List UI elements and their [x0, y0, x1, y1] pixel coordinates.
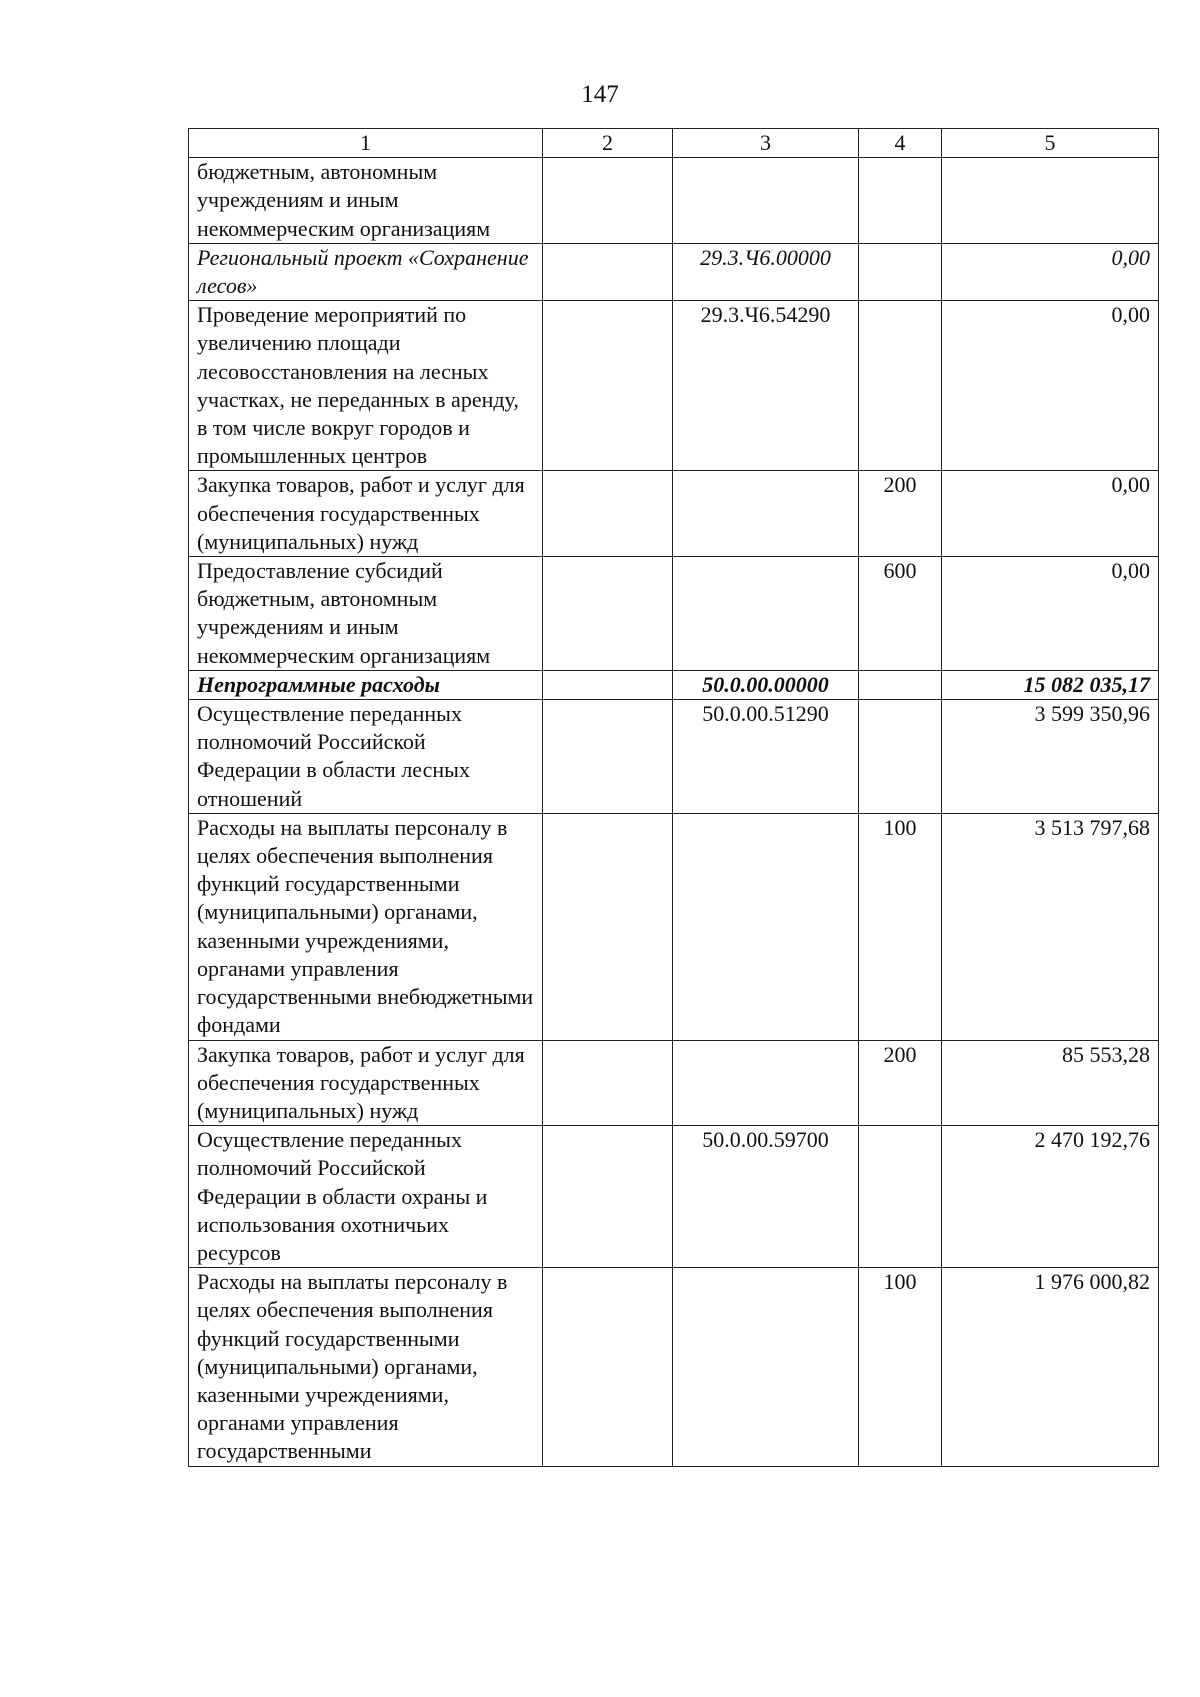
row-col2-cell — [543, 700, 673, 814]
budget-table — [188, 128, 1159, 1467]
row-code-cell: 29.3.Ч6.00000 — [673, 243, 859, 300]
table-header — [189, 129, 1159, 158]
row-name-cell: Проведение мероприятий по увеличению площади лесовосстановления на лесных участках, не переданных в аренду, в том числе вокруг городов и промышленных центров — [189, 301, 543, 471]
row-name-cell: Непрограммные расходы — [189, 670, 543, 699]
row-code-cell — [673, 1268, 859, 1466]
row-col2-cell — [543, 301, 673, 471]
header-row — [189, 129, 1159, 158]
header-col-3: 3 — [673, 129, 859, 158]
row-code-cell: 50.0.00.00000 — [673, 670, 859, 699]
row-col2-cell — [543, 158, 673, 244]
row-code-cell — [673, 813, 859, 1040]
row-sum-cell: 0,00 — [942, 301, 1159, 471]
row-code-cell — [673, 557, 859, 671]
row-kind-cell — [859, 158, 942, 244]
row-code-cell — [673, 1040, 859, 1126]
row-name-cell: Региональный проект «Сохранение лесов» — [189, 243, 543, 300]
row-col2-cell — [543, 1040, 673, 1126]
row-code-cell: 29.3.Ч6.54290 — [673, 301, 859, 471]
row-col2-cell — [543, 1268, 673, 1466]
table-row — [189, 813, 1159, 1040]
table-row — [189, 301, 1159, 471]
row-kind-cell — [859, 243, 942, 300]
table-row — [189, 158, 1159, 244]
row-kind-cell: 100 — [859, 813, 942, 1040]
row-col2-cell — [543, 243, 673, 300]
row-code-cell — [673, 471, 859, 557]
row-name-cell: Осуществление переданных полномочий Российской Федерации в области охраны и использования охотничьих ресурсов — [189, 1126, 543, 1268]
row-code-cell — [673, 158, 859, 244]
header-col-5: 5 — [942, 129, 1159, 158]
row-kind-cell — [859, 1126, 942, 1268]
header-col-1: 1 — [189, 129, 543, 158]
row-kind-cell: 200 — [859, 471, 942, 557]
row-kind-cell: 100 — [859, 1268, 942, 1466]
row-code-cell: 50.0.00.59700 — [673, 1126, 859, 1268]
header-col-2: 2 — [543, 129, 673, 158]
row-col2-cell — [543, 813, 673, 1040]
row-sum-cell: 0,00 — [942, 243, 1159, 300]
table-row — [189, 700, 1159, 814]
table-row — [189, 243, 1159, 300]
row-sum-cell: 2 470 192,76 — [942, 1126, 1159, 1268]
table-row — [189, 557, 1159, 671]
row-name-cell: Расходы на выплаты персоналу в целях обеспечения выполнения функций государственными (муниципальными) органами, казенными учреждениями, органами управления государственными внебюджетными фондами — [189, 813, 543, 1040]
row-sum-cell: 3 513 797,68 — [942, 813, 1159, 1040]
row-name-cell: Закупка товаров, работ и услуг для обеспечения государственных (муниципальных) нужд — [189, 1040, 543, 1126]
table-row — [189, 471, 1159, 557]
row-sum-cell: 85 553,28 — [942, 1040, 1159, 1126]
row-name-cell: Осуществление переданных полномочий Российской Федерации в области лесных отношений — [189, 700, 543, 814]
row-name-cell: бюджетным, автономным учреждениям и иным некоммерческим организациям — [189, 158, 543, 244]
row-col2-cell — [543, 670, 673, 699]
table-row — [189, 670, 1159, 699]
row-kind-cell — [859, 700, 942, 814]
table-body — [189, 158, 1159, 1466]
row-kind-cell — [859, 301, 942, 471]
row-sum-cell — [942, 158, 1159, 244]
row-code-cell: 50.0.00.51290 — [673, 700, 859, 814]
row-sum-cell: 0,00 — [942, 557, 1159, 671]
row-name-cell: Расходы на выплаты персоналу в целях обеспечения выполнения функций государственными (муниципальными) органами, казенными учреждениями, органами управления государственными — [189, 1268, 543, 1466]
row-col2-cell — [543, 471, 673, 557]
row-name-cell: Предоставление субсидий бюджетным, автономным учреждениям и иным некоммерческим организациям — [189, 557, 543, 671]
row-name-cell: Закупка товаров, работ и услуг для обеспечения государственных (муниципальных) нужд — [189, 471, 543, 557]
row-kind-cell — [859, 670, 942, 699]
header-col-4: 4 — [859, 129, 942, 158]
row-sum-cell: 15 082 035,17 — [942, 670, 1159, 699]
row-sum-cell: 0,00 — [942, 471, 1159, 557]
page-number: 147 — [581, 81, 619, 108]
table-row — [189, 1268, 1159, 1466]
row-kind-cell: 200 — [859, 1040, 942, 1126]
row-sum-cell: 3 599 350,96 — [942, 700, 1159, 814]
table-row — [189, 1040, 1159, 1126]
row-kind-cell: 600 — [859, 557, 942, 671]
table-row — [189, 1126, 1159, 1268]
row-col2-cell — [543, 1126, 673, 1268]
row-sum-cell: 1 976 000,82 — [942, 1268, 1159, 1466]
row-col2-cell — [543, 557, 673, 671]
